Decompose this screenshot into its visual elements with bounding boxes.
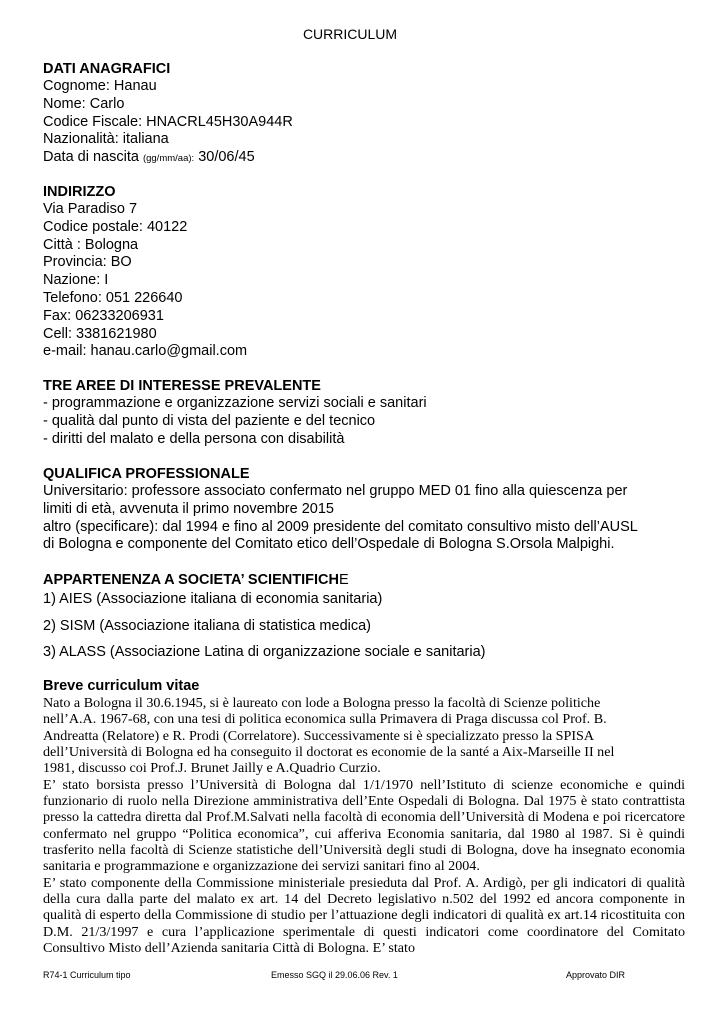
breve-paragraph: Nato a Bologna il 30.6.1945, si è laureato con lode a Bologna presso la facoltà di Scienze politiche nell’A.A. 1967-68, con una tesi di politica economica sulla Primavera di Praga discussa col Prof. B. Andreatta (Relatore) e R. Prodi (Correlatore). Successivamente si è specializzato presso la SPISA dell’Università di Bologna ed ha conseguito il doctorat es economie de la santé a Aix-Marseille II nel 1981, discusso coi Prof.J. Brunet Jailly e A.Quadrio Curzio. <box>43 695 615 777</box>
nome-line: Nome: Carlo <box>43 95 125 112</box>
indirizzo-provincia: Provincia: BO <box>43 254 132 271</box>
footer-approval: Approvato DIR <box>566 970 626 980</box>
indirizzo-fax: Fax: 06233206931 <box>43 307 164 324</box>
indirizzo-cell: Cell: 3381621980 <box>43 325 157 342</box>
section-appartenenza <box>43 571 683 662</box>
footer-emission: Emesso SGQ il 29.06.06 Rev. 1 <box>271 970 398 980</box>
heading-qualifica: QUALIFICA PROFESSIONALE <box>43 466 250 482</box>
indirizzo-codice-postale: Codice postale: 40122 <box>43 218 188 235</box>
heading-appartenenza-tail: E <box>338 572 349 588</box>
footer-document-code: R74-1 Curriculum tipo <box>43 970 131 980</box>
section-tre-aree <box>43 377 683 448</box>
heading-breve-curriculum: Breve curriculum vitae <box>43 678 200 694</box>
cognome-line: Cognome: Hanau <box>43 78 157 94</box>
indirizzo-citta: Città : Bologna <box>43 236 139 253</box>
societa-item: 3) ALASS (Associazione Latina di organizzazione sociale e sanitaria) <box>43 644 486 661</box>
section-breve-curriculum <box>43 677 685 957</box>
codice-fiscale-line: Codice Fiscale: HNACRL45H30A944R <box>43 113 293 130</box>
heading-appartenenza <box>43 571 683 590</box>
section-indirizzo <box>43 183 683 361</box>
section-qualifica <box>43 465 643 554</box>
indirizzo-email: e-mail: hanau.carlo@gmail.com <box>43 343 248 360</box>
heading-appartenenza-bold: APPARTENENZA A SOCIETA’ SCIENTIFICH <box>43 572 339 588</box>
area-item: - diritti del malato e della persona con disabilità <box>43 430 345 447</box>
page-title: CURRICULUM <box>302 26 398 42</box>
area-item: - qualità dal punto di vista del paziente e del tecnico <box>43 412 376 429</box>
heading-tre-aree: TRE AREE DI INTERESSE PREVALENTE <box>43 378 321 394</box>
indirizzo-nazione: Nazione: I <box>43 272 109 289</box>
indirizzo-via: Via Paradiso 7 <box>43 201 138 217</box>
area-item: - programmazione e organizzazione servizi sociali e sanitari <box>43 395 427 411</box>
breve-paragraph: E’ stato componente della Commissione ministeriale presieduta dal Prof. A. Ardigò, per gli indicatori di qualità della cura dalla parte del malato ex art. 14 del Decreto legislativo n.502 del 1992 ed ancora componente in qualità di esperto della Commissione di studio per l’attuazione degli indicatori di qualità ex art.14 ricostituita con D.M. 21/3/1997 e cura l’applicazione sperimentale di questi indicatori come coordinatore del Comitato Consultivo Misto dell’Azienda sanitaria Città di Bologna. E’ stato <box>43 874 685 957</box>
heading-indirizzo: INDIRIZZO <box>43 184 116 200</box>
breve-paragraph: E’ stato borsista presso l’Università di Bologna dal 1/1/1970 nell’Istituto di scienze economiche e quindi funzionario di ruolo nella Direzione amministrativa dell’Ente Ospedali di Bologna. Dal 1975 è stato contrattista presso la cattedra diretta dal Prof.M.Salvati nella facoltà di economia dell’Università di Modena e poi ricercatore confermato nel gruppo “Politica economica”, cui afferiva Economia sanitaria, dal 1980 al 1987. Si è quindi trasferito nella facoltà di Scienze statistiche dell’Università degli studi di Bologna, dove ha insegnato economia sanitaria e programmazione e organizzazione dei servizi sanitari fino al 2004. <box>43 776 685 875</box>
data-nascita-label: Data di nascita <box>43 149 143 166</box>
data-nascita-format: (gg/mm/aa): <box>142 153 195 165</box>
data-nascita-line <box>43 149 683 168</box>
nazionalita-line: Nazionalità: italiana <box>43 131 169 148</box>
qualifica-universitario: Universitario: professore associato confermato nel gruppo MED 01 fino alla quiescenza per limiti di età, avvenuta il primo novembre 2015 <box>43 483 628 517</box>
indirizzo-telefono: Telefono: 051 226640 <box>43 289 183 306</box>
data-nascita-value: 30/06/45 <box>194 149 255 166</box>
societa-item: 1) AIES (Associazione italiana di economia sanitaria) <box>43 590 383 607</box>
section-dati-anagrafici <box>43 60 683 168</box>
heading-dati-anagrafici: DATI ANAGRAFICI <box>43 61 171 77</box>
societa-item: 2) SISM (Associazione italiana di statistica medica) <box>43 617 371 634</box>
qualifica-altro: altro (specificare): dal 1994 e fino al 2009 presidente del comitato consultivo misto dell’AUSL di Bologna e componente del Comitato etico dell’Ospedale di Bologna S.Orsola Malpighi. <box>43 518 638 553</box>
